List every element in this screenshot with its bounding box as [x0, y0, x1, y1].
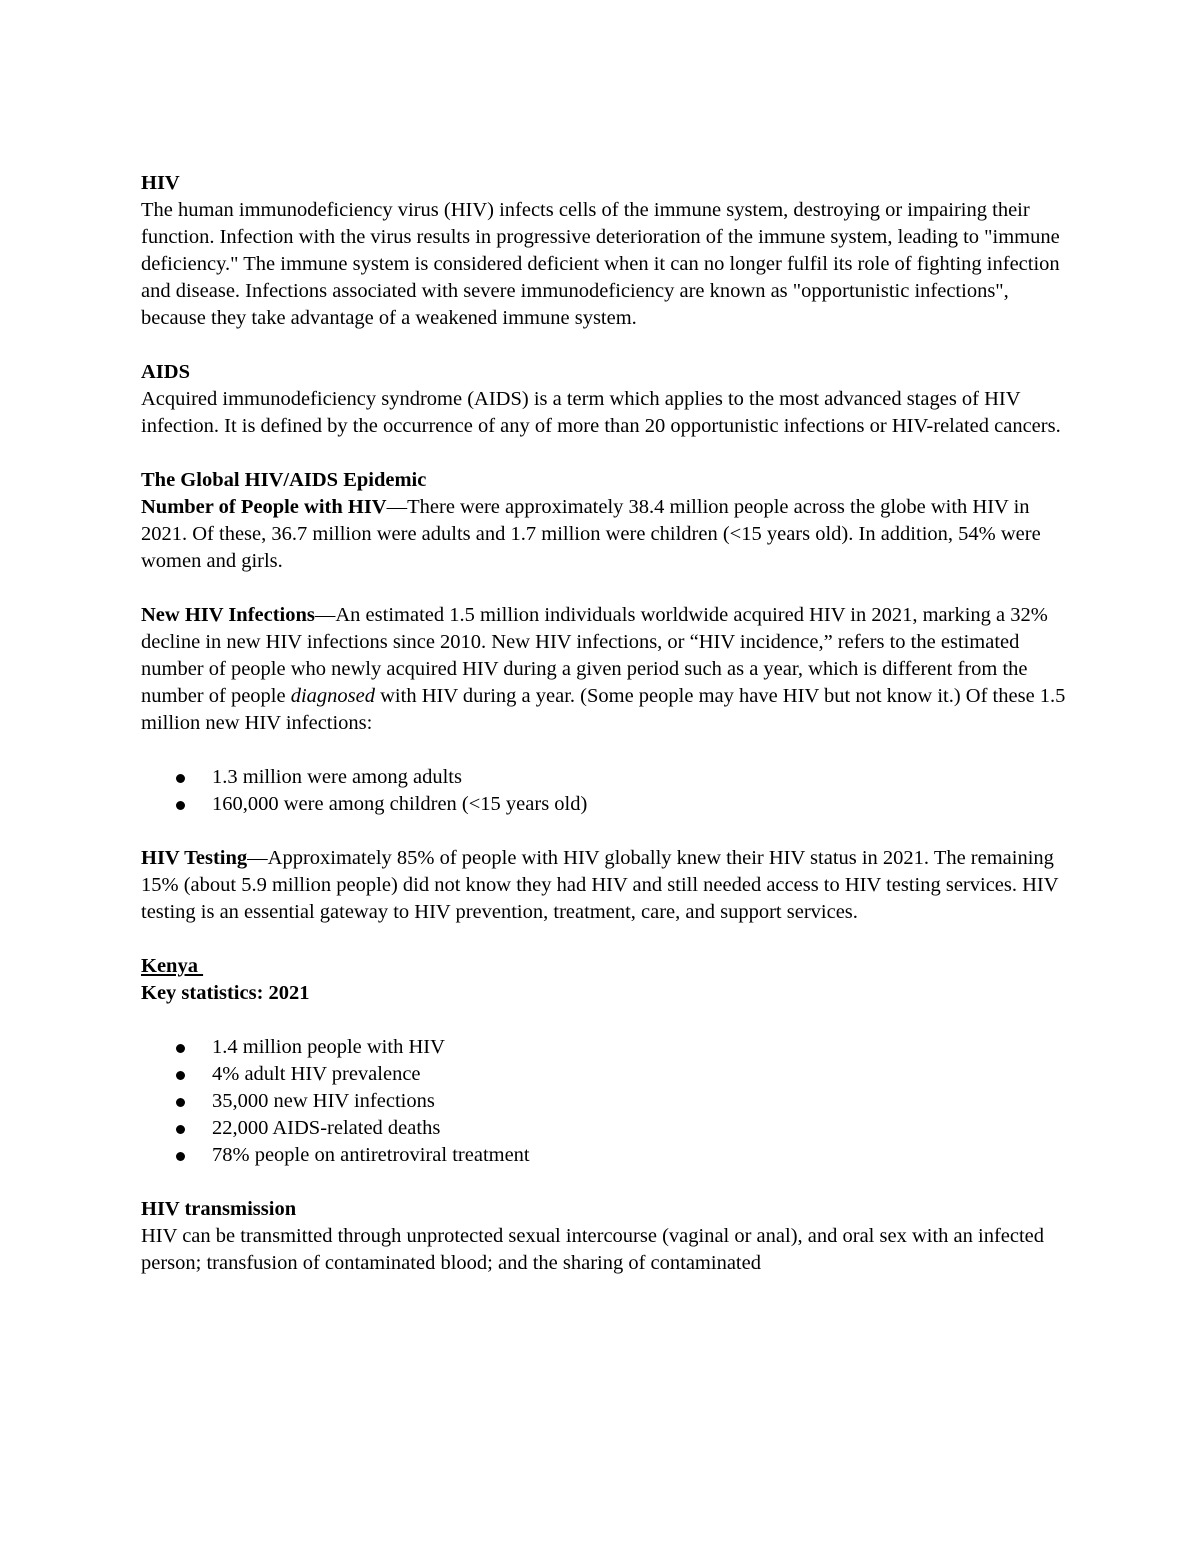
new-infections-lead: New HIV Infections	[141, 604, 315, 626]
new-infections-emphasis: diagnosed	[290, 685, 375, 707]
kenya-stats-list	[141, 1034, 1071, 1169]
bullet-icon	[176, 801, 185, 810]
bullet-icon	[176, 1044, 185, 1053]
new-infections-list	[141, 764, 1071, 818]
hiv-heading: HIV	[141, 172, 180, 194]
spacer	[141, 440, 1071, 467]
people-with-hiv-paragraph	[141, 494, 1071, 575]
testing-text: —Approximately 85% of people with HIV globally knew their HIV status in 2021. The remaining 15% (about 5.9 million people) did not know they had HIV and still needed access to HIV testing services. HIV testing is an essential gateway to HIV prevention, treatment, care, and support services.	[141, 847, 1059, 923]
list-item	[141, 791, 1071, 818]
new-infections-paragraph	[141, 602, 1071, 737]
global-epidemic-heading: The Global HIV/AIDS Epidemic	[141, 469, 427, 491]
hiv-paragraph: The human immunodeficiency virus (HIV) infects cells of the immune system, destroying or impairing their function. Infection with the virus results in progressive deterioration of the immune system, leading to "immune deficiency." The immune system is considered deficient when it can no longer fulfil its role of fighting infection and disease. Infections associated with severe immunodeficiency are known as "opportunistic infections", because they take advantage of a weakened immune system.	[141, 199, 1060, 329]
bullet-icon	[176, 1152, 185, 1161]
list-item-text: 22,000 AIDS-related deaths	[212, 1117, 441, 1139]
list-item	[141, 1034, 1071, 1061]
aids-paragraph: Acquired immunodeficiency syndrome (AIDS) is a term which applies to the most advanced stages of HIV infection. It is defined by the occurrence of any of more than 20 opportunistic infections or HIV-related cancers.	[141, 388, 1061, 437]
list-item	[141, 1061, 1071, 1088]
bullet-icon	[176, 774, 185, 783]
list-item	[141, 1088, 1071, 1115]
spacer	[141, 737, 1071, 764]
list-item-text: 35,000 new HIV infections	[212, 1090, 435, 1112]
aids-heading: AIDS	[141, 361, 190, 383]
bullet-icon	[176, 1098, 185, 1107]
people-with-hiv-text: —There were approximately 38.4 million people across the globe with HIV in 2021. Of these, 36.7 million were adults and 1.7 million were children (<15 years old). In addition, 54% were women and girls.	[141, 496, 1041, 572]
bullet-icon	[176, 1071, 185, 1080]
testing-lead: HIV Testing	[141, 847, 248, 869]
spacer	[141, 575, 1071, 602]
list-item-text: 160,000 were among children (<15 years old)	[212, 793, 588, 815]
spacer	[141, 926, 1071, 953]
list-item-text: 78% people on antiretroviral treatment	[212, 1144, 530, 1166]
list-item-text: 4% adult HIV prevalence	[212, 1063, 421, 1085]
list-item	[141, 1142, 1071, 1169]
spacer	[141, 1169, 1071, 1196]
list-item-text: 1.4 million people with HIV	[212, 1036, 445, 1058]
kenya-subheading: Key statistics: 2021	[141, 982, 310, 1004]
bullet-icon	[176, 1125, 185, 1134]
list-item-text: 1.3 million were among adults	[212, 766, 462, 788]
document-page	[141, 170, 1071, 1277]
people-with-hiv-lead: Number of People with HIV	[141, 496, 387, 518]
testing-paragraph	[141, 845, 1071, 926]
transmission-paragraph: HIV can be transmitted through unprotected sexual intercourse (vaginal or anal), and oral sex with an infected person; transfusion of contaminated blood; and the sharing of contaminated	[141, 1225, 1045, 1274]
kenya-heading: Kenya	[141, 955, 204, 977]
spacer	[141, 818, 1071, 845]
spacer	[141, 332, 1071, 359]
list-item	[141, 764, 1071, 791]
transmission-heading: HIV transmission	[141, 1198, 297, 1220]
new-infections-text-after: with HIV during a year. (Some people may have HIV but not know it.) Of these 1.5 million new HIV infections:	[141, 685, 1066, 734]
new-infections-text-before: —An estimated 1.5 million individuals worldwide acquired HIV in 2021, marking a 32% decline in new HIV infections since 2010. New HIV infections, or “HIV incidence,” refers to the estimated number of people who newly acquired HIV during a given period such as a year, which is different from the number of people	[141, 604, 1048, 707]
list-item	[141, 1115, 1071, 1142]
spacer	[141, 1007, 1071, 1034]
